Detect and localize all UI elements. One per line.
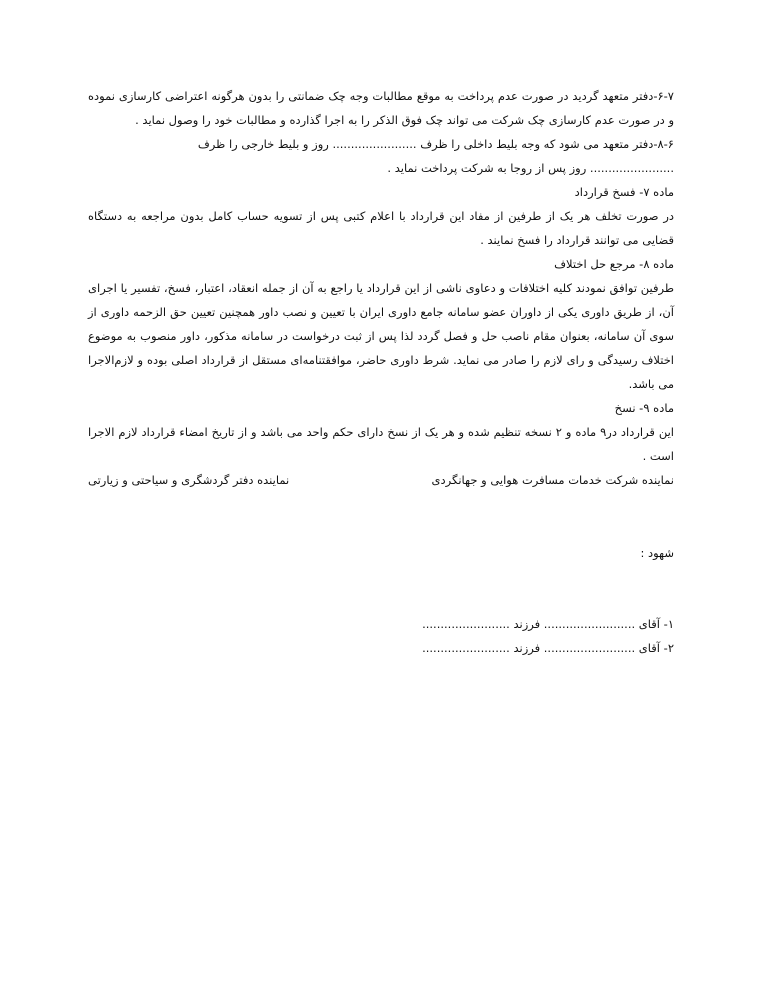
article-8-heading: ماده ۸- مرجع حل اختلاف: [554, 257, 674, 271]
clause-8-6: ۸-۶-دفتر متعهد می شود که وجه بلیط داخلی را ظرف ....................... روز و بلیط خارجی را ظرف: [197, 137, 674, 151]
article-8-text: طرفین توافق نمودند کلیه اختلافات و دعاوی ناشی از این قرارداد یا راجع به آن از جمله انعقاد، اعتبار، فسخ، تفسیر یا اجرای آن، از طریق داوری یکی از داوران عضو سامانه جامع داوری ایران با تعیین و نصب داور همچنین تعیین حق الزحمه داوری از سوی آن سامانه، بعنوان مقام ناصب حل و فصل گردد لذا پس از ثبت درخواست در سامانه مذکور، داور منصوب به موضوع اختلاف رسیدگی و رای لازم را صادر می نماید. شرط داوری حاضر، موافقتنامه‌ای مستقل از قرارداد اصلی بوده و لازم‌الاجرا می باشد.: [88, 281, 674, 391]
signature-row: [88, 468, 674, 492]
witness-line-1: ۱- آقای ......................... فرزند ........................: [422, 617, 674, 631]
article-9-heading: ماده ۹- نسخ: [614, 401, 674, 415]
witnesses-title: شهود :: [640, 546, 674, 560]
contract-body: [88, 84, 674, 468]
clause-8-6-continued: ....................... روز پس از روجا به شرکت پرداخت نماید .: [387, 161, 674, 175]
witnesses-list: [422, 612, 674, 660]
article-7-text: در صورت تخلف هر یک از طرفین از مفاد این قرارداد با اعلام کتبی پس از تسویه حساب کامل بدون مراجعه به دستگاه قضایی می توانند قرارداد را فسخ نمایند .: [88, 209, 674, 247]
witness-line-2: ۲- آقای ......................... فرزند ........................: [422, 641, 674, 655]
article-9-text: این قرارداد در۹ ماده و ۲ نسخه تنظیم شده و هر یک از نسخ دارای حکم واحد می باشد و از تاریخ امضاء قرارداد لازم الاجرا است .: [88, 425, 674, 463]
clause-6-7: ۶-۷-دفتر متعهد گردید در صورت عدم پرداخت به موقع مطالبات وجه چک ضمانتی را بدون هرگونه اعتراضی کارسازی نموده و در صورت عدم کارسازی چک شرکت می تواند چک فوق الذکر را به اجرا گذارده و مطالبات خود را وصول نماید .: [88, 89, 674, 127]
company-representative-label: نماینده شرکت خدمات مسافرت هوایی و جهانگردی: [431, 473, 674, 487]
article-7-heading: ماده ۷- فسخ قرارداد: [574, 185, 674, 199]
office-representative-label: نماینده دفتر گردشگری و سیاحتی و زیارتی: [88, 473, 290, 487]
